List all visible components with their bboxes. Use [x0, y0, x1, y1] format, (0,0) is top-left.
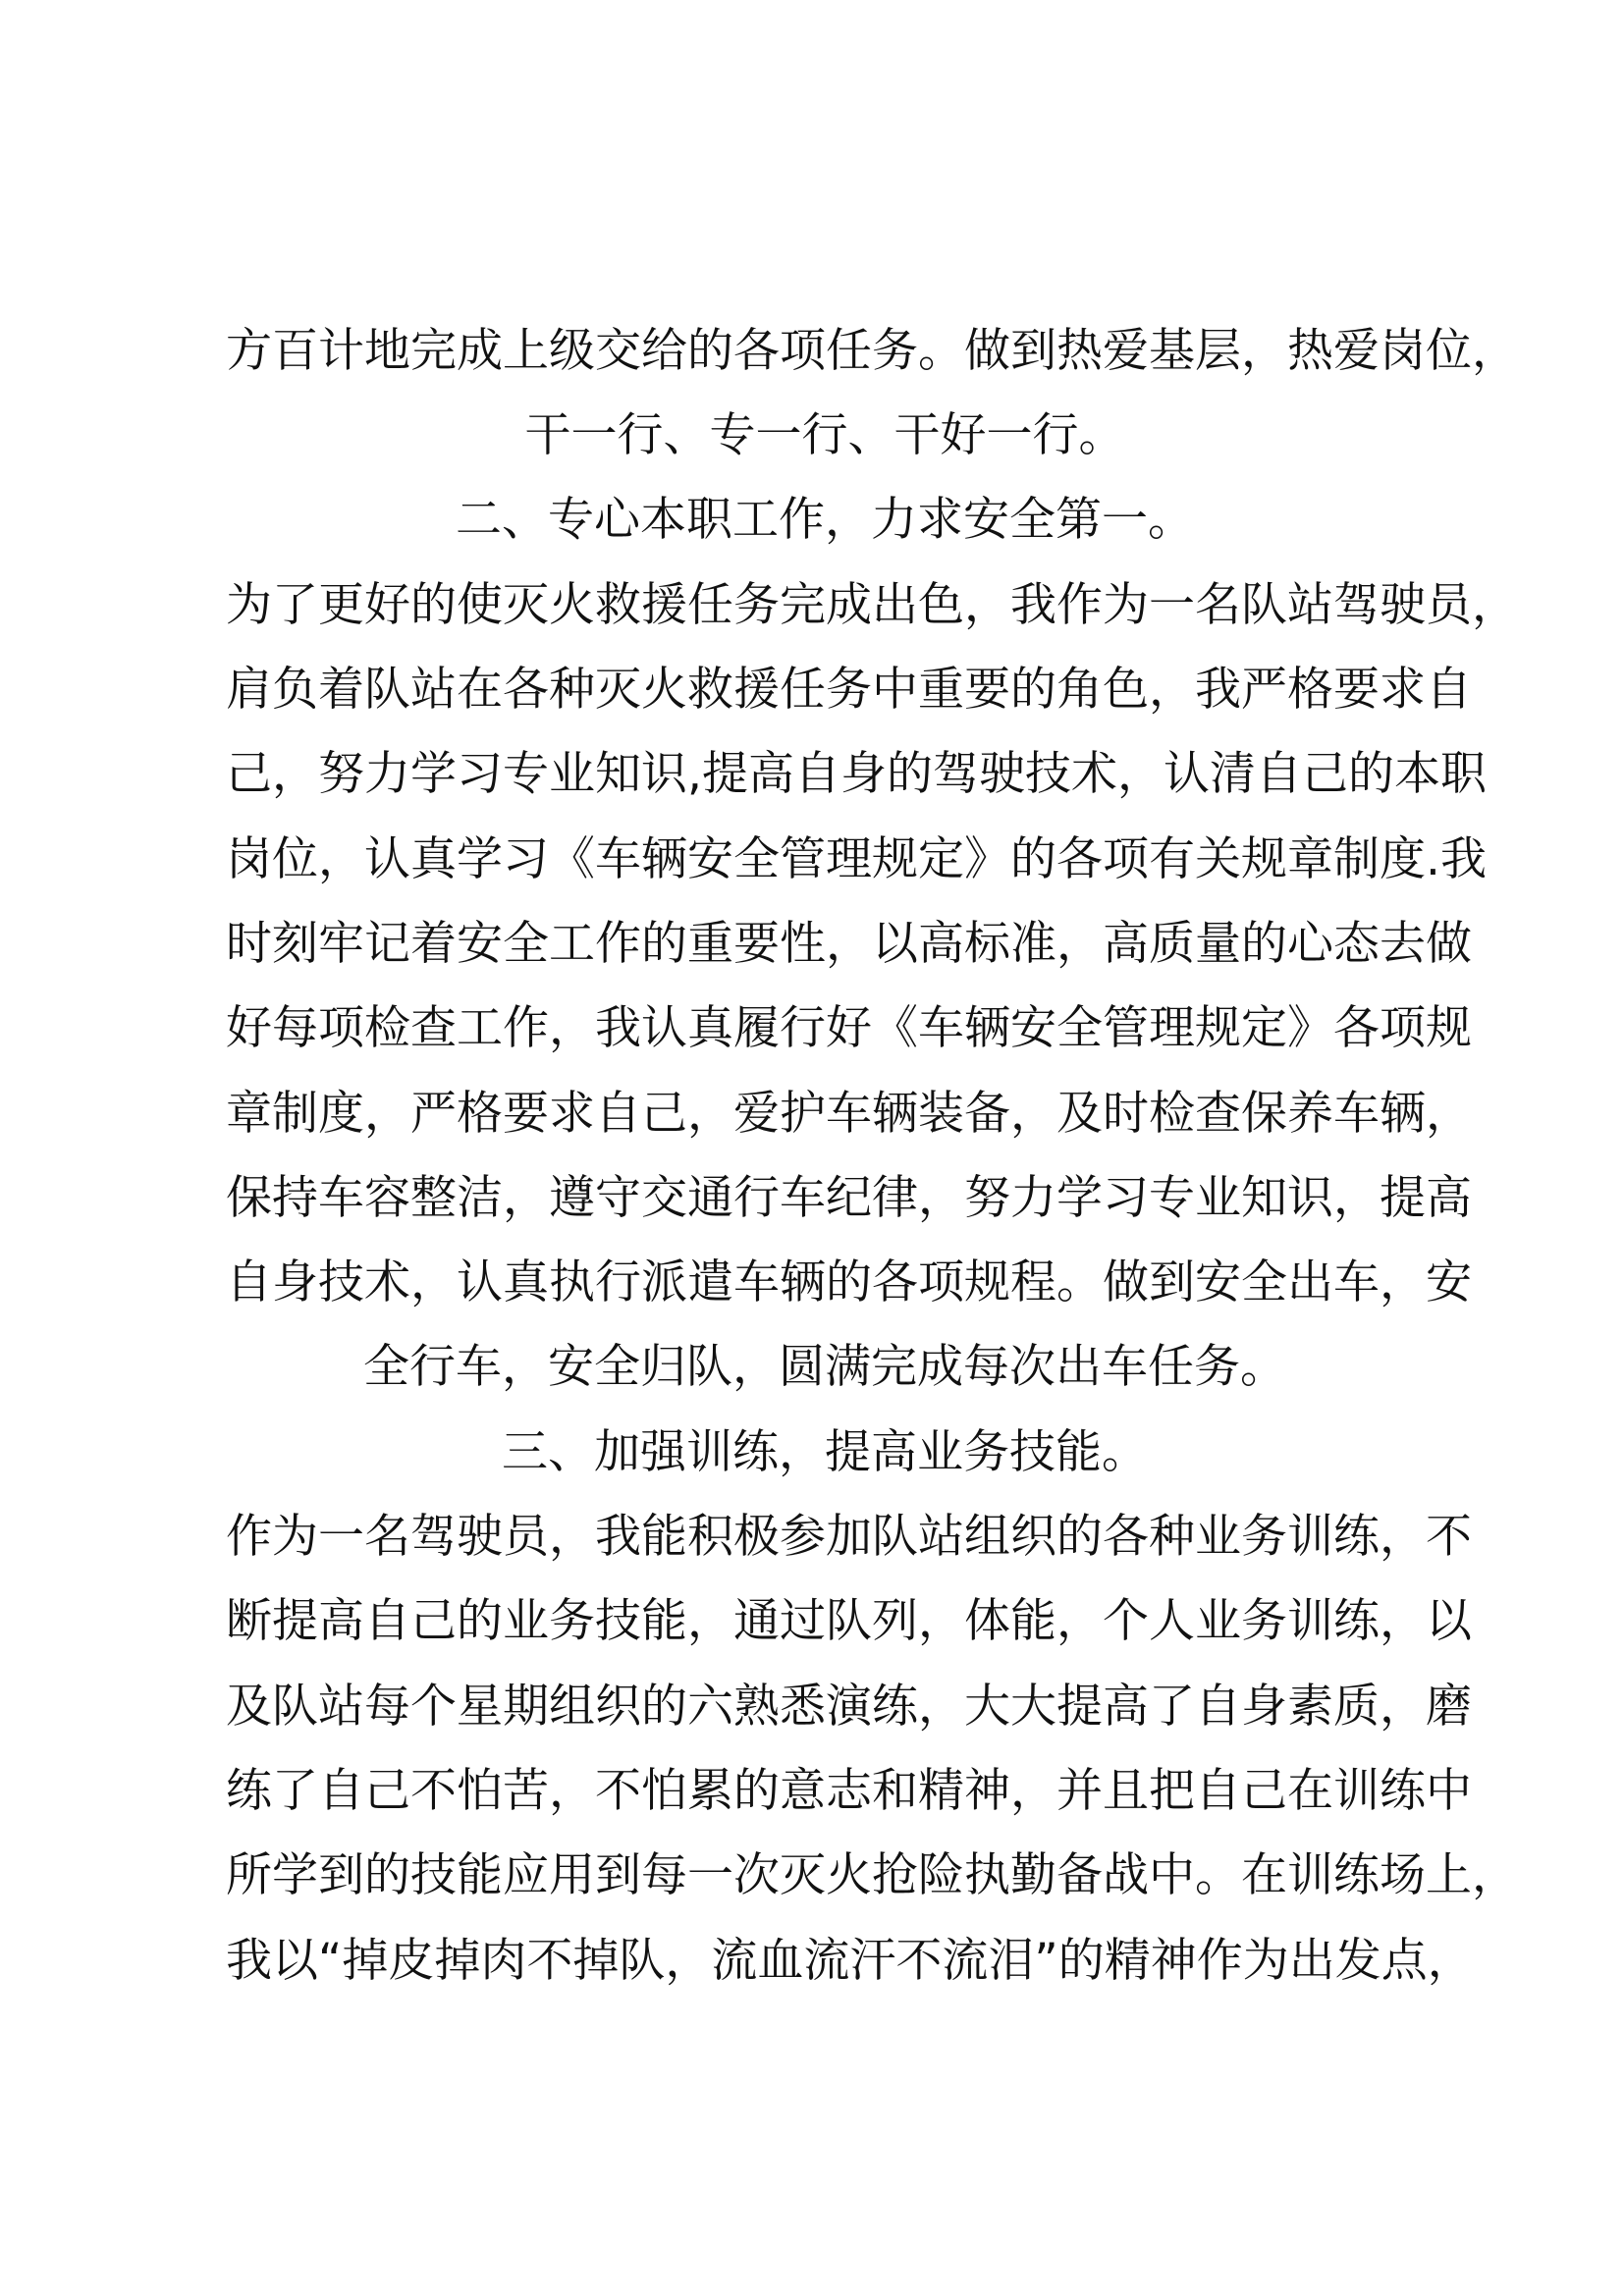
text-line: 全行车，安全归队，圆满完成每次出车任务。 [363, 1340, 1286, 1394]
text-line: 及队站每个星期组织的六熟悉演练，大大提高了自身素质，磨 [226, 1680, 1472, 1734]
text-line: 断提高自己的业务技能，通过队列，体能，个人业务训练，以 [226, 1594, 1472, 1648]
section-heading: 二、专心本职工作，力求安全第一。 [456, 493, 1194, 547]
text-line: 保持车容整洁，遵守交通行车纪律，努力学习专业知识，提高 [226, 1171, 1472, 1225]
text-line: 章制度，严格要求自己，爱护车辆装备，及时检查保养车辆， [226, 1087, 1472, 1141]
text-line: 自身技术，认真执行派遣车辆的各项规程。做到安全出车，安 [226, 1255, 1472, 1309]
text-line: 时刻牢记着安全工作的重要性，以高标准，高质量的心态去做 [226, 917, 1472, 971]
text-line: 为了更好的使灭火救援任务完成出色，我作为一名队站驾驶员， [226, 578, 1518, 632]
text-line: 干一行、专一行、干好一行。 [524, 408, 1125, 462]
text-line: 作为一名驾驶员，我能积极参加队站组织的各种业务训练，不 [226, 1510, 1472, 1564]
text-line: 岗位，认真学习《车辆安全管理规定》的各项有关规章制度.我 [226, 832, 1487, 886]
text-line: 肩负着队站在各种灭火救援任务中重要的角色，我严格要求自 [226, 663, 1472, 717]
text-line: 所学到的技能应用到每一次灭火抢险执勤备战中。在训练场上， [226, 1848, 1518, 1902]
text-line: 我以“掉皮掉肉不掉队，流血流汗不流泪”的精神作为出发点， [226, 1934, 1474, 1988]
text-line: 练了自己不怕苦，不怕累的意志和精神，并且把自己在训练中 [226, 1764, 1472, 1818]
section-heading: 三、加强训练，提高业务技能。 [502, 1425, 1148, 1479]
text-line: 方百计地完成上级交给的各项任务。做到热爱基层，热爱岗位， [226, 324, 1518, 378]
text-line: 己，努力学习专业知识,提高自身的驾驶技术，认清自己的本职 [226, 747, 1487, 801]
text-line: 好每项检查工作，我认真履行好《车辆安全管理规定》各项规 [226, 1001, 1472, 1055]
